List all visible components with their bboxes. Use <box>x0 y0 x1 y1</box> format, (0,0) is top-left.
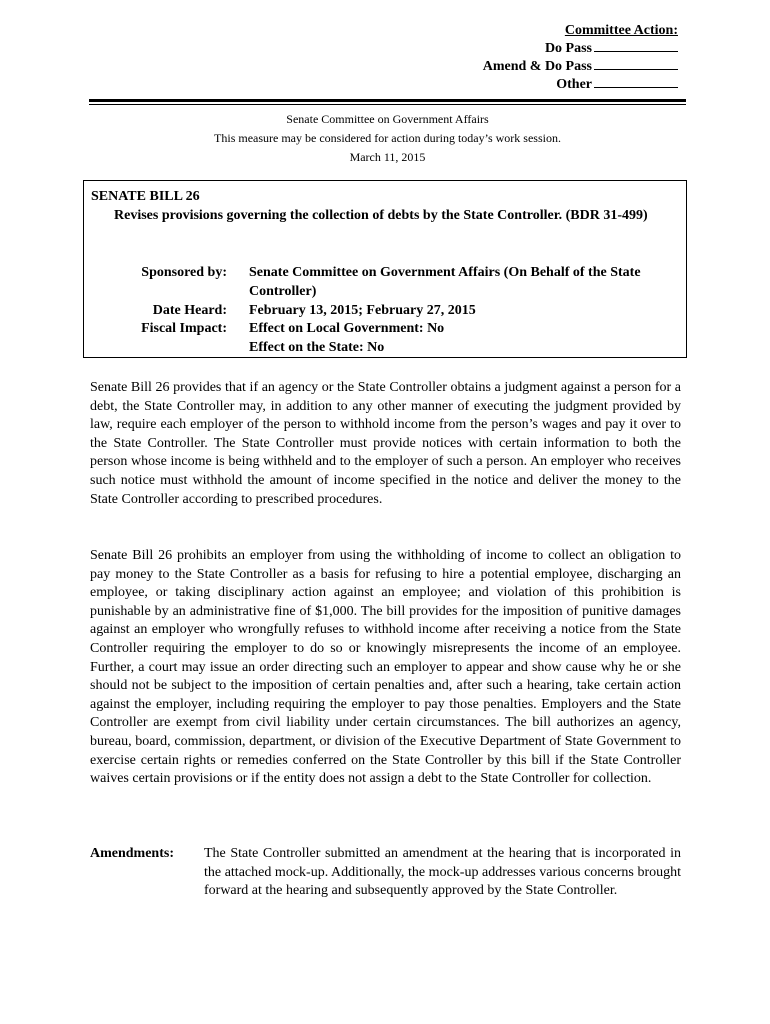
action-row-do-pass <box>483 39 678 57</box>
action-label: Do Pass <box>544 41 592 56</box>
fiscal-impact-value <box>249 319 679 357</box>
fiscal-state: Effect on the State: No <box>249 340 385 355</box>
summary-paragraph-1: Senate Bill 26 provides that if an agency or the State Controller obtains a judgment against a person for a debt, the State Controller may, in addition to any other manner of executing the judgment provided by law, require each employer of the person to withhold income from the person’s wages and pay it over to the State Controller. The State Controller must provide notices with certain information to both the person whose income is being withheld and to the employer of such a person. An employer who receives such notice must withhold the amount of income specified in the notice and deliver the money to the State Controller according to prescribed procedures. <box>90 380 681 507</box>
date-heard-value: February 13, 2015; February 27, 2015 <box>249 303 476 318</box>
meeting-date: March 11, 2015 <box>349 150 426 164</box>
committee-header <box>89 110 686 167</box>
action-blank-line <box>594 39 678 52</box>
action-label: Amend & Do Pass <box>482 59 592 74</box>
bill-title: SENATE BILL 26 <box>91 189 200 204</box>
fiscal-impact-label: Fiscal Impact: <box>141 321 227 336</box>
bill-description: Revises provisions governing the collection of debts by the State Controller. (BDR 31-499) <box>114 208 648 223</box>
committee-action-block <box>483 22 678 93</box>
sponsored-value: Senate Committee on Government Affairs (On Behalf of the State Controller) <box>249 265 641 299</box>
fiscal-local: Effect on Local Government: No <box>249 321 445 336</box>
action-blank-line <box>594 57 678 70</box>
divider-thick <box>89 99 686 102</box>
action-label: Other <box>556 77 592 92</box>
divider-thin <box>89 104 686 105</box>
sponsored-label: Sponsored by: <box>141 265 227 280</box>
committee-name: Senate Committee on Government Affairs <box>286 112 489 126</box>
date-heard-label: Date Heard: <box>152 303 227 318</box>
action-row-amend-do-pass <box>483 57 678 75</box>
bill-summary-box <box>83 180 687 358</box>
amendments-label: Amendments: <box>90 846 174 861</box>
action-row-other <box>483 75 678 93</box>
work-session-note: This measure may be considered for action during today’s work session. <box>214 131 561 145</box>
action-blank-line <box>594 75 678 88</box>
committee-action-title: Committee Action: <box>564 23 678 38</box>
amendments-text: The State Controller submitted an amendment at the hearing that is incorporated in the attached mock-up. Additionally, the mock-up addresses various concerns brought forward at the hearing and subsequently approved by the State Controller. <box>204 846 681 899</box>
summary-paragraph-2: Senate Bill 26 prohibits an employer from using the withholding of income to collect an obligation to pay money to the State Controller as a basis for refusing to hire a potential employee, discharging an employee, or taking disciplinary action against an employee; and violation of this prohibition is punishable by an administrative fine of $1,000. The bill provides for the imposition of punitive damages against an employer who wrongfully refuses to withhold income after receiving a notice from the State Controller requiring the employer to do so or knowingly misrepresents the income of an employee. Further, a court may issue an order directing such an employer to appear and show cause why he or she should not be subject to the imposition of certain penalties and, after such a hearing, take certain action against the employer, including requiring the employer to pay those penalties. Employers and the State Controller are exempt from civil liability under certain circumstances. The bill authorizes an agency, bureau, board, commission, department, or division of the Executive Department of State Government to exercise certain rights or remedies conferred on the State Controller by this bill if the State Controller waives certain provisions or if the entity does not assign a debt to the State Controller for collection. <box>90 548 681 787</box>
